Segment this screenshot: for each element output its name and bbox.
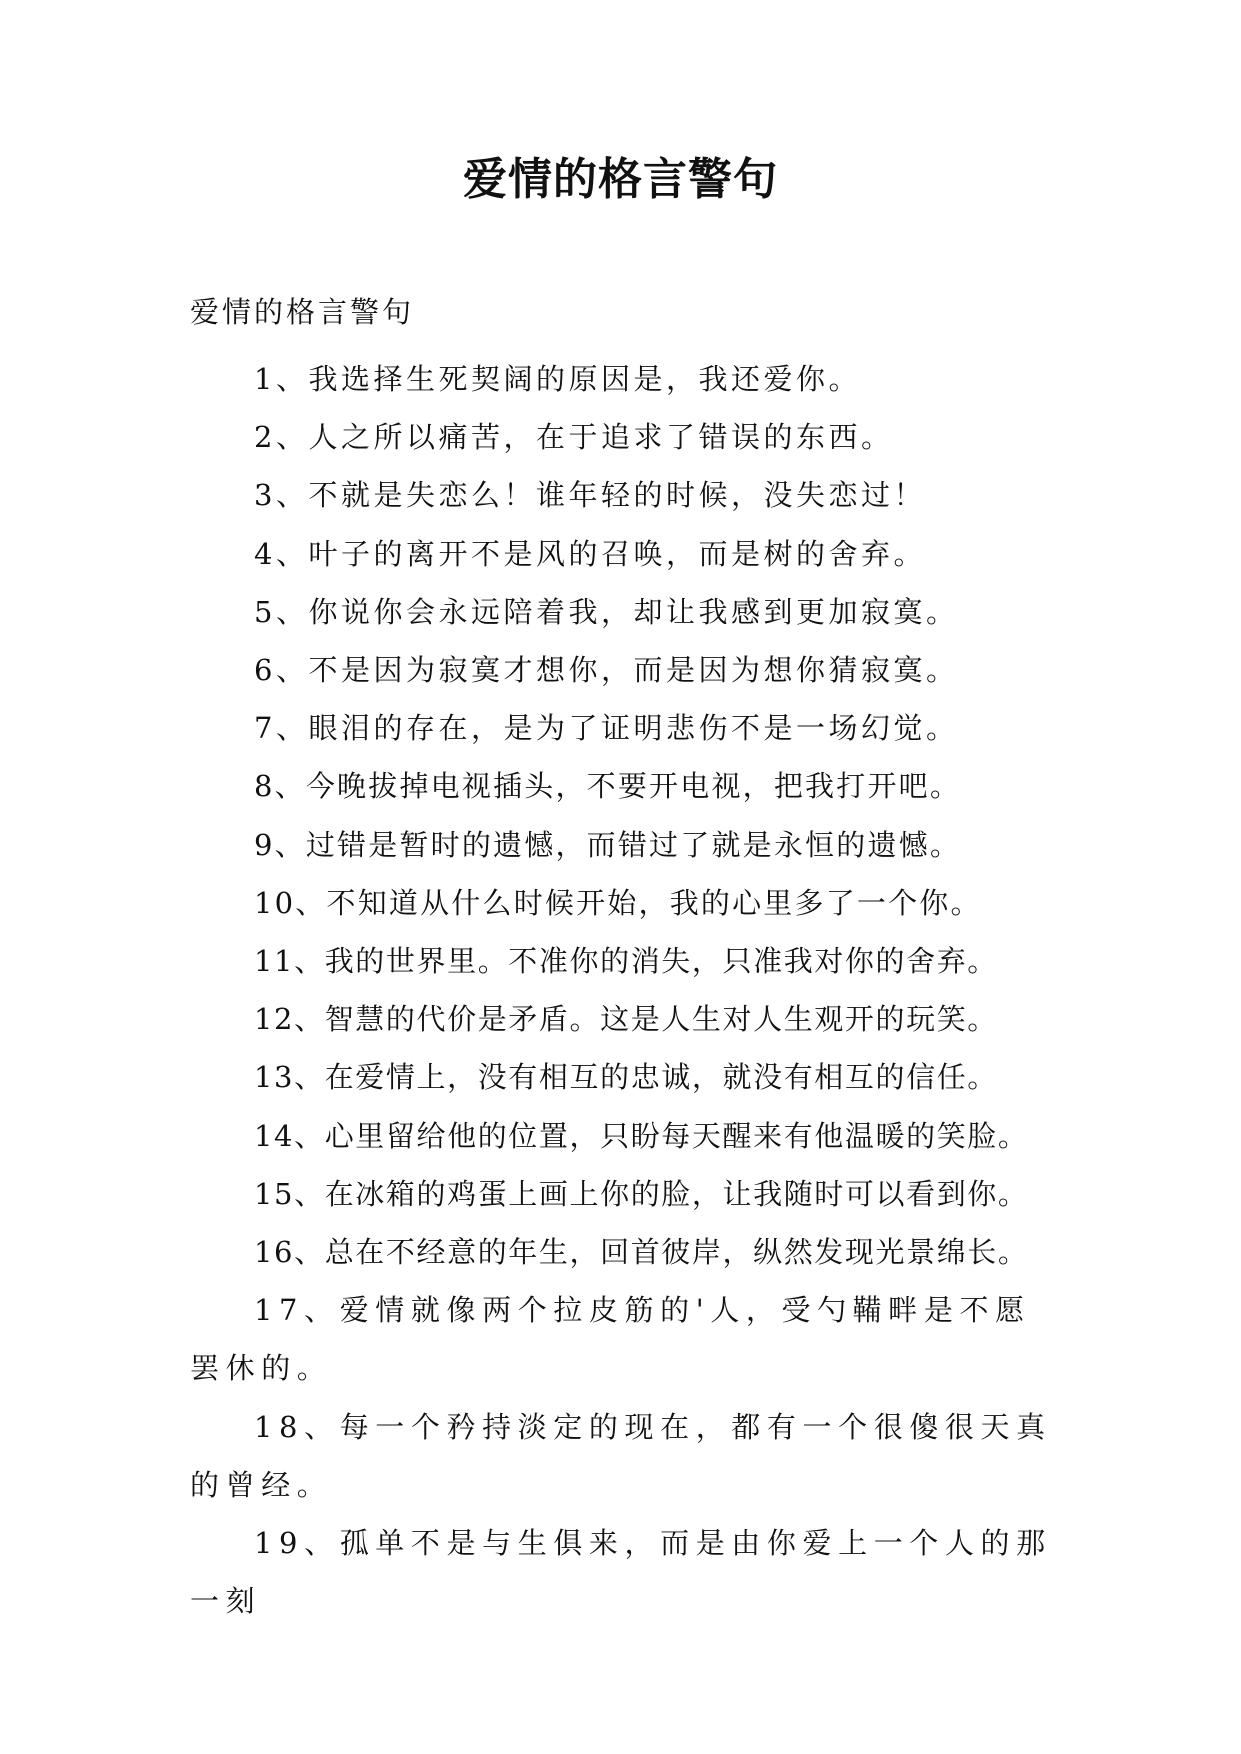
- document-subtitle: 爱情的格言警句: [190, 295, 415, 329]
- quote-item: 8、今晚拔掉电视插头，不要开电视，把我打开吧。: [254, 769, 962, 804]
- quote-item: 3、不就是失恋么！谁年轻的时候，没失恋过！: [254, 478, 926, 513]
- quote-item: 15、在冰箱的鸡蛋上画上你的脸，让我随时可以看到你。: [254, 1176, 1029, 1211]
- quote-item: 4、叶子的离开不是风的召唤，而是树的舍弃。: [254, 536, 926, 571]
- quote-item: 17、爱情就像两个拉皮筋的'人，受勺鞴畔是不愿罢休的。: [190, 1293, 1031, 1386]
- quote-list: [190, 350, 1060, 1630]
- quote-item: 16、总在不经意的年生，回首彼岸，纵然发现光景绵长。: [254, 1235, 1029, 1270]
- quote-item: 2、人之所以痛苦，在于追求了错误的东西。: [254, 420, 894, 455]
- quote-item: 1、我选择生死契阔的原因是，我还爱你。: [254, 362, 861, 396]
- quote-item: 18、每一个矜持淡定的现在，都有一个很傻很天真的曾经。: [190, 1409, 1052, 1502]
- quote-item: 7、眼泪的存在，是为了证明悲伤不是一场幻觉。: [254, 711, 959, 746]
- quote-item: 5、你说你会永远陪着我，却让我感到更加寂寞。: [254, 594, 959, 629]
- quote-item: 14、心里留给他的位置，只盼每天醒来有他温暖的笑脸。: [254, 1118, 1029, 1153]
- quote-item: 13、在爱情上，没有相互的忠诚，就没有相互的信任。: [254, 1060, 998, 1095]
- quote-item: 9、过错是暂时的遗憾，而错过了就是永恒的遗憾。: [254, 827, 962, 862]
- quote-item: 19、孤单不是与生俱来，而是由你爱上一个人的那一刻: [190, 1526, 1052, 1619]
- document-title: 爱情的格言警句: [463, 154, 778, 205]
- quote-item: 11、我的世界里。不准你的消失，只准我对你的舍弃。: [254, 944, 998, 979]
- quote-item: 6、不是因为寂寞才想你，而是因为想你猜寂寞。: [254, 653, 959, 688]
- quote-item: 10、不知道从什么时候开始，我的心里多了一个你。: [254, 885, 982, 920]
- quote-item: 12、智慧的代价是矛盾。这是人生对人生观开的玩笑。: [254, 1002, 998, 1037]
